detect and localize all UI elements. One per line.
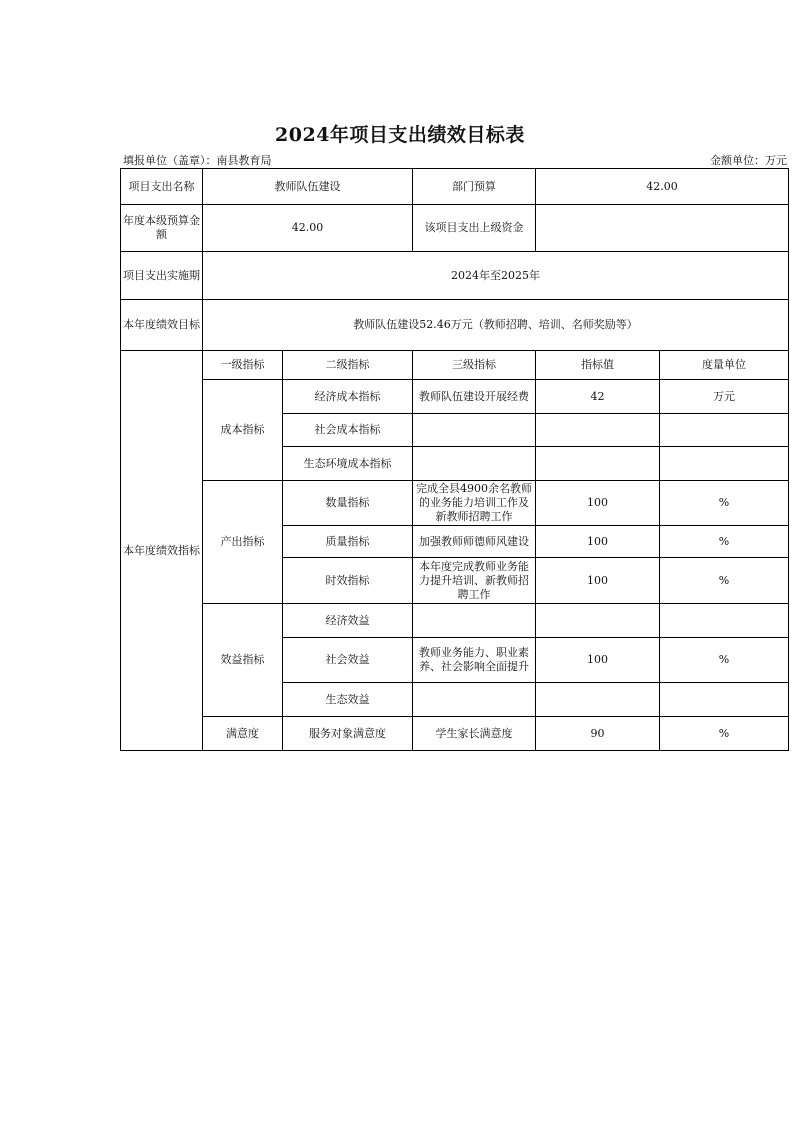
group-cost: 成本指标 bbox=[203, 380, 283, 481]
level2-cell: 经济效益 bbox=[283, 604, 413, 638]
value-cell: 100 bbox=[536, 558, 660, 604]
table-row bbox=[121, 604, 789, 638]
level3-cell: 完成全县4900余名教师的业务能力培训工作及新教师招聘工作 bbox=[413, 481, 536, 526]
level3-cell: 教师业务能力、职业素养、社会影响全面提升 bbox=[413, 638, 536, 683]
header-level2: 二级指标 bbox=[283, 351, 413, 380]
header-row bbox=[121, 351, 789, 380]
level2-cell: 时效指标 bbox=[283, 558, 413, 604]
unit-cell: 万元 bbox=[660, 380, 789, 414]
table-row bbox=[121, 717, 789, 751]
level3-cell bbox=[413, 447, 536, 481]
group-output: 产出指标 bbox=[203, 481, 283, 604]
filler-unit: 填报单位（盖章）：南县教育局 bbox=[123, 154, 272, 167]
level2-cell: 服务对象满意度 bbox=[283, 717, 413, 751]
annual-goal-value: 教师队伍建设52.46万元（教师招聘、培训、名师奖励等） bbox=[203, 300, 789, 351]
value-cell bbox=[536, 683, 660, 717]
dept-budget-value: 42.00 bbox=[536, 169, 789, 205]
level3-cell: 加强教师师德师风建设 bbox=[413, 526, 536, 558]
level2-cell: 经济成本指标 bbox=[283, 380, 413, 414]
level2-cell: 质量指标 bbox=[283, 526, 413, 558]
unit-cell bbox=[660, 414, 789, 447]
page-title: 2024年项目支出绩效目标表 bbox=[275, 124, 525, 146]
level2-cell: 社会效益 bbox=[283, 638, 413, 683]
period-value: 2024年至2025年 bbox=[203, 252, 789, 300]
period-row bbox=[121, 252, 789, 300]
level2-cell: 生态环境成本指标 bbox=[283, 447, 413, 481]
level2-cell: 生态效益 bbox=[283, 683, 413, 717]
value-cell: 90 bbox=[536, 717, 660, 751]
level3-cell bbox=[413, 683, 536, 717]
group-satisfaction: 满意度 bbox=[203, 717, 283, 751]
unit-cell bbox=[660, 683, 789, 717]
superior-funds-label: 该项目支出上级资金 bbox=[413, 205, 536, 252]
header-unit: 度量单位 bbox=[660, 351, 789, 380]
level3-cell: 教师队伍建设开展经费 bbox=[413, 380, 536, 414]
level3-cell bbox=[413, 414, 536, 447]
value-cell bbox=[536, 604, 660, 638]
header-value: 指标值 bbox=[536, 351, 660, 380]
value-cell bbox=[536, 414, 660, 447]
level3-cell: 本年度完成教师业务能力提升培训、新教师招聘工作 bbox=[413, 558, 536, 604]
unit-cell: % bbox=[660, 526, 789, 558]
level3-cell: 学生家长满意度 bbox=[413, 717, 536, 751]
group-benefit: 效益指标 bbox=[203, 604, 283, 717]
level2-cell: 数量指标 bbox=[283, 481, 413, 526]
unit-cell: % bbox=[660, 558, 789, 604]
unit-cell: % bbox=[660, 717, 789, 751]
project-name-row bbox=[121, 169, 789, 205]
header-level3: 三级指标 bbox=[413, 351, 536, 380]
value-cell: 100 bbox=[536, 481, 660, 526]
indicators-label: 本年度绩效指标 bbox=[121, 351, 203, 751]
header-level1: 一级指标 bbox=[203, 351, 283, 380]
annual-budget-row bbox=[121, 205, 789, 252]
unit-cell: % bbox=[660, 638, 789, 683]
annual-goal-label: 本年度绩效目标 bbox=[121, 300, 203, 351]
table-row bbox=[121, 481, 789, 526]
unit-cell bbox=[660, 447, 789, 481]
value-cell: 100 bbox=[536, 526, 660, 558]
superior-funds-value bbox=[536, 205, 789, 252]
period-label: 项目支出实施期 bbox=[121, 252, 203, 300]
table-row bbox=[121, 380, 789, 414]
money-unit: 金额单位：万元 bbox=[710, 154, 787, 167]
value-cell: 100 bbox=[536, 638, 660, 683]
performance-table bbox=[120, 168, 789, 751]
project-name-value: 教师队伍建设 bbox=[203, 169, 413, 205]
level2-cell: 社会成本指标 bbox=[283, 414, 413, 447]
level3-cell bbox=[413, 604, 536, 638]
annual-budget-value: 42.00 bbox=[203, 205, 413, 252]
unit-cell: % bbox=[660, 481, 789, 526]
value-cell bbox=[536, 447, 660, 481]
annual-budget-label: 年度本级预算金额 bbox=[121, 205, 203, 252]
annual-goal-row bbox=[121, 300, 789, 351]
project-name-label: 项目支出名称 bbox=[121, 169, 203, 205]
unit-cell bbox=[660, 604, 789, 638]
value-cell: 42 bbox=[536, 380, 660, 414]
dept-budget-label: 部门预算 bbox=[413, 169, 536, 205]
